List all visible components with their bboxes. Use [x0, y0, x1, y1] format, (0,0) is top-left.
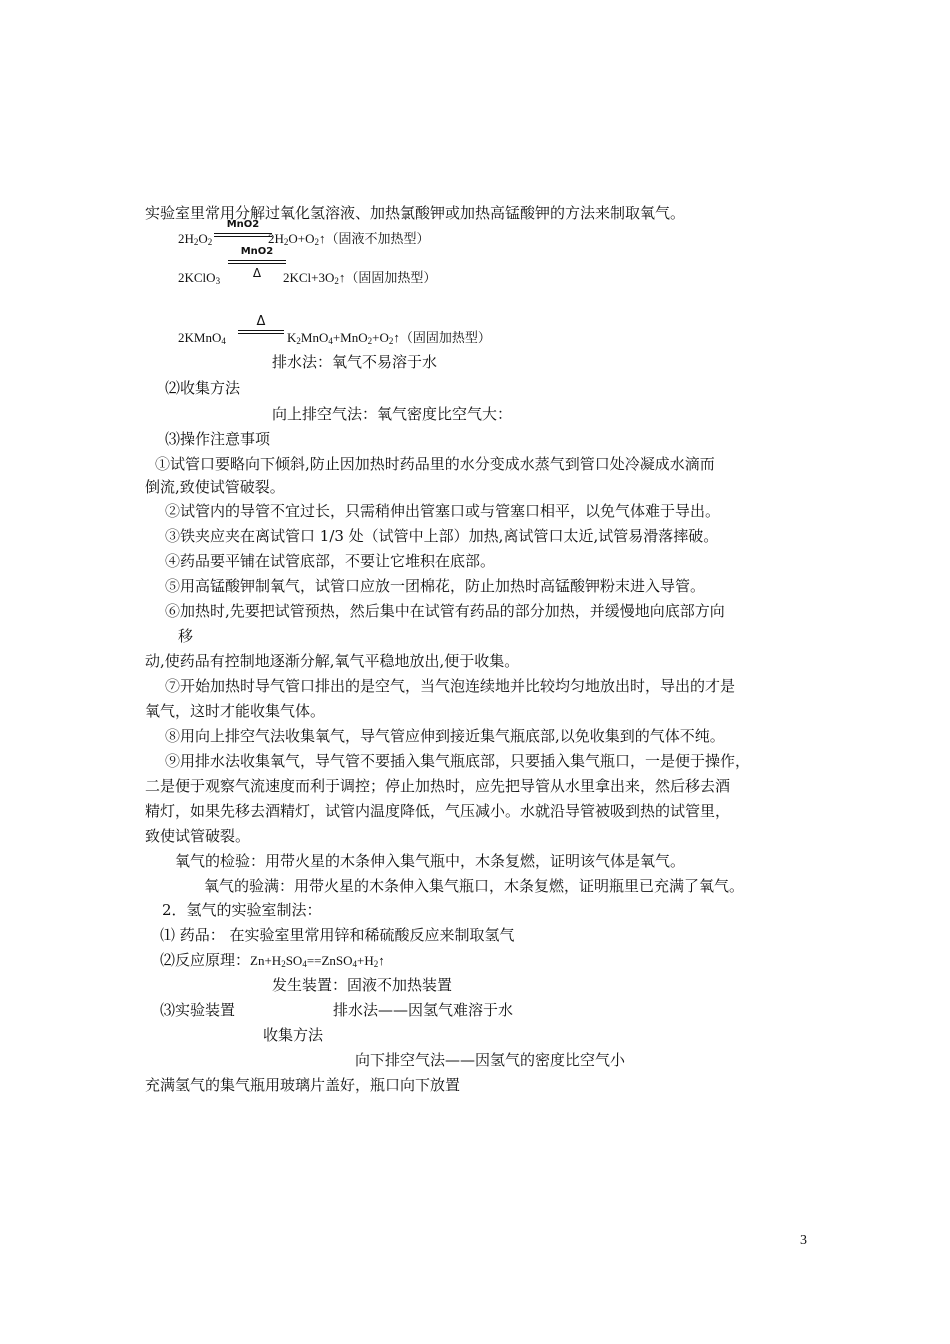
- equation-2-left: 2KClO$_3$: [178, 270, 221, 286]
- hydrogen-water-method: 排水法——因氢气难溶于水: [333, 1001, 514, 1019]
- equation-1-left: $2H_2O_2$: [178, 231, 213, 247]
- note-7-line-1: ⑦开始加热时导气管口排出的是空气，当气泡连续地并比较均匀地放出时，导出的才是: [165, 677, 736, 695]
- oxygen-water-method: 排水法：氧气不易溶于水: [272, 353, 438, 371]
- notes-heading: ⑶操作注意事项: [165, 430, 271, 448]
- note-7-line-2: 氧气，这时才能收集气体。: [145, 702, 326, 720]
- hydrogen-drugs: ⑴ 药品： 在实验室里常用锌和稀硫酸反应来制取氢气: [160, 926, 515, 944]
- hydrogen-storage: 充满氢气的集气瓶用玻璃片盖好，瓶口向下放置: [145, 1076, 461, 1094]
- intro-text: 实验室里常用分解过氧化氢溶液、加热氯酸钾或加热高锰酸钾的方法来制取氧气。: [145, 204, 686, 222]
- equation-3-arrow: [238, 316, 284, 338]
- oxygen-full-test: 氧气的验满：用带火星的木条伸入集气瓶口，木条复燃，证明瓶里已充满了氧气。: [204, 877, 745, 895]
- hydrogen-apparatus: ⑶实验装置: [160, 1001, 236, 1019]
- equation-1-catalyst: MnO2: [226, 219, 260, 230]
- equation-1-right: $2H_2O+O_2↑$（固液不加热型）: [268, 231, 430, 247]
- note-9-line-3: 精灯，如果先移去酒精灯，试管内温度降低，气压减小。水就沿导管被吸到热的试管里，: [145, 802, 731, 820]
- note-9-line-2: 二是便于观察气流速度而利于调控；停止加热时，应先把导管从水里拿出来，然后移去酒: [145, 777, 731, 795]
- note-2: ②试管内的导管不宜过长，只需稍伸出管塞口或与管塞口相平，以免气体难于导出。: [165, 502, 721, 520]
- note-3: ③铁夹应夹在离试管口 1/3 处（试管中上部）加热,离试管口太近,试管易滑落摔破。: [165, 527, 719, 545]
- note-6-line-2: 移: [178, 627, 194, 645]
- oxygen-air-method: 向上排空气法：氧气密度比空气大：: [272, 405, 513, 423]
- hydrogen-principle: ⑵反应原理：$Zn+H_2SO_4==ZnSO_4+H_2↑$: [160, 951, 385, 969]
- note-9-line-1: ⑨用排水法收集氧气，导气管不要插入集气瓶底部，只要插入集气瓶口，一是便于操作，: [165, 752, 751, 770]
- equation-2-catalyst: MnO2: [240, 246, 274, 257]
- hydrogen-heading: 2．氢气的实验室制法：: [162, 901, 322, 919]
- equation-2-condition: Δ: [252, 266, 262, 280]
- note-1-line-2: 倒流,致使试管破裂。: [145, 478, 285, 496]
- equation-2-arrow: [228, 246, 286, 280]
- equation-2-right: $2KCl+3O_2↑$（固固加热型）: [283, 270, 437, 286]
- note-5: ⑤用高锰酸钾制氧气，试管口应放一团棉花，防止加热时高锰酸钾粉末进入导管。: [165, 577, 706, 595]
- equation-1-arrow: [214, 219, 272, 239]
- hydrogen-device: 发生装置：固液不加热装置: [272, 976, 453, 994]
- equation-3-right: $K_2MnO_4+MnO_2+O_2↑$（固固加热型）: [287, 330, 491, 346]
- equation-3-condition: Δ: [256, 314, 266, 329]
- hydrogen-down-method: 向下排空气法——因氢气的密度比空气小: [355, 1051, 626, 1069]
- note-9-line-4: 致使试管破裂。: [145, 827, 251, 845]
- hydrogen-collect-heading: 收集方法: [263, 1026, 324, 1044]
- note-6-line-1: ⑥加热时,先要把试管预热，然后集中在试管有药品的部分加热，并缓慢地向底部方向: [165, 602, 725, 620]
- equation-3-left: 2KMnO$_4$: [178, 330, 226, 346]
- page-number: 3: [800, 1233, 807, 1248]
- note-1-line-1: ①试管口要略向下倾斜,防止因加热时药品里的水分变成水蒸气到管口处冷凝成水滴而: [155, 455, 715, 473]
- note-6-line-3: 动,使药品有控制地逐渐分解,氧气平稳地放出,便于收集。: [145, 652, 520, 670]
- collection-heading: ⑵收集方法: [165, 379, 241, 397]
- note-4: ④药品要平铺在试管底部，不要让它堆积在底部。: [165, 552, 496, 570]
- note-8: ⑧用向上排空气法收集氧气，导气管应伸到接近集气瓶底部,以免收集到的气体不纯。: [165, 727, 725, 745]
- oxygen-test: 氧气的检验：用带火星的木条伸入集气瓶中，木条复燃，证明该气体是氧气。: [175, 852, 686, 870]
